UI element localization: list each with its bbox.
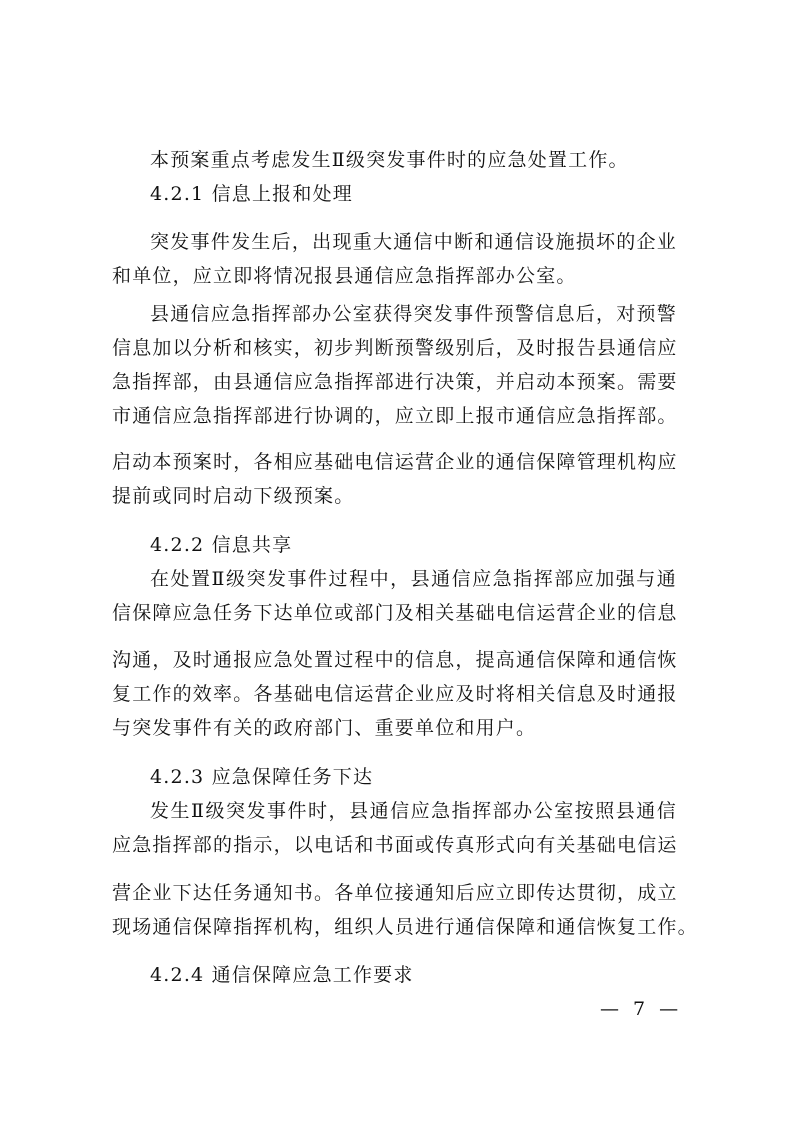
paragraph-line: 本预案重点考虑发生Ⅱ级突发事件时的应急处置工作。 bbox=[150, 149, 629, 171]
paragraph-line: 营企业下达任务通知书。各单位接通知后应立即传达贯彻，成立 bbox=[112, 882, 678, 904]
paragraph-line: 与突发事件有关的政府部门、重要单位和用户。 bbox=[112, 717, 537, 739]
paragraph-line: 信保障应急任务下达单位或部门及相关基础电信运营企业的信息 bbox=[112, 602, 678, 624]
page-number: — 7 — bbox=[600, 998, 683, 1020]
section-heading-4-2-2: 4.2.2 信息共享 bbox=[150, 534, 293, 556]
paragraph-line: 应急指挥部的指示，以电话和书面或传真形式向有关基础电信运 bbox=[112, 834, 678, 856]
paragraph-line: 现场通信保障指挥机构，组织人员进行通信保障和通信恢复工作。 bbox=[112, 916, 698, 938]
paragraph-line: 复工作的效率。各基础电信运营企业应及时将相关信息及时通报 bbox=[112, 683, 678, 705]
paragraph-line: 突发事件发生后，出现重大通信中断和通信设施损坏的企业 bbox=[150, 231, 677, 253]
paragraph-line: 急指挥部，由县通信应急指挥部进行决策，并启动本预案。需要 bbox=[112, 371, 678, 393]
paragraph-line: 市通信应急指挥部进行协调的，应立即上报市通信应急指挥部。 bbox=[112, 405, 678, 427]
paragraph-line: 在处置Ⅱ级突发事件过程中，县通信应急指挥部应加强与通 bbox=[150, 568, 677, 590]
paragraph-line: 提前或同时启动下级预案。 bbox=[112, 485, 355, 507]
paragraph-line: 沟通，及时通报应急处置过程中的信息，提高通信保障和通信恢 bbox=[112, 649, 678, 671]
section-heading-4-2-3: 4.2.3 应急保障任务下达 bbox=[150, 766, 374, 788]
paragraph-line: 信息加以分析和核实，初步判断预警级别后，及时报告县通信应 bbox=[112, 337, 678, 359]
section-heading-4-2-4: 4.2.4 通信保障应急工作要求 bbox=[150, 964, 414, 986]
paragraph-line: 发生Ⅱ级突发事件时，县通信应急指挥部办公室按照县通信 bbox=[150, 800, 677, 822]
section-heading-4-2-1: 4.2.1 信息上报和处理 bbox=[150, 183, 353, 205]
paragraph-line: 启动本预案时，各相应基础电信运营企业的通信保障管理机构应 bbox=[112, 451, 678, 473]
paragraph-line: 县通信应急指挥部办公室获得突发事件预警信息后，对预警 bbox=[150, 303, 677, 325]
paragraph-line: 和单位，应立即将情况报县通信应急指挥部办公室。 bbox=[112, 265, 577, 287]
